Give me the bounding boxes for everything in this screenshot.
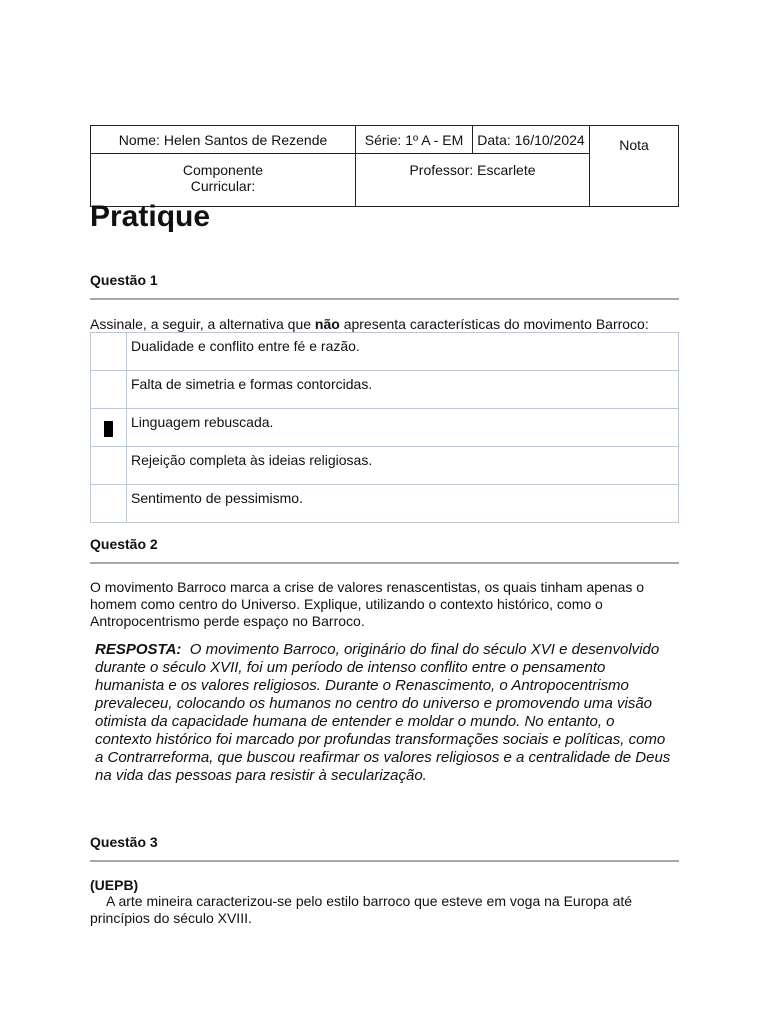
date: Data: 16/10/2024	[473, 126, 590, 154]
option-label: Rejeição completa às ideias religiosas.	[127, 447, 679, 485]
option-checkbox[interactable]	[91, 447, 127, 485]
question-3-heading: Questão 3	[90, 834, 158, 850]
option-checkbox[interactable]	[91, 409, 127, 447]
option-label: Dualidade e conflito entre fé e razão.	[127, 333, 679, 371]
question-1-options	[90, 332, 679, 523]
option-row[interactable]	[91, 447, 679, 485]
page-title: Pratique	[90, 200, 211, 233]
option-row[interactable]	[91, 409, 679, 447]
option-checkbox[interactable]	[91, 371, 127, 409]
option-label: Falta de simetria e formas contorcidas.	[127, 371, 679, 409]
header-table	[90, 125, 679, 207]
grade-class: Série: 1º A - EM	[356, 126, 473, 154]
question-1-divider	[90, 298, 679, 300]
question-2-divider	[90, 562, 679, 564]
option-label: Sentimento de pessimismo.	[127, 485, 679, 523]
question-2-answer[interactable]	[95, 641, 675, 785]
curricular-component: Componente Curricular:	[91, 154, 356, 207]
score-label: Nota	[619, 137, 649, 153]
teacher: Professor: Escarlete	[356, 154, 590, 207]
question-3-text: A arte mineira caracterizou-se pelo estilo barroco que esteve em voga na Europa até princípios do século XVIII.	[90, 893, 633, 926]
question-3-source: (UEPB)	[90, 877, 139, 893]
option-label: Linguagem rebuscada.	[127, 409, 679, 447]
question-3-divider	[90, 860, 679, 862]
question-2-prompt: O movimento Barroco marca a crise de valores renascentistas, os quais tinham apenas o homem como centro do Universo. Explique, utilizando o contexto histórico, como o Antropocentrismo perde espaço no Barroco.	[90, 579, 645, 629]
selected-mark-icon	[104, 421, 113, 437]
option-row[interactable]	[91, 371, 679, 409]
answer-text: O movimento Barroco, originário do final do século XVI e desenvolvido durante o século XVII, foi um período de intenso conflito entre o pensamento humanista e os valores religiosos. Durante o Renascimento, o Antropocentrismo prevaleceu, colocando os humanos no centro do universo e promovendo uma visão otimista da capacidade humana de entender e moldar o mundo. No entanto, o contexto histórico foi marcado por profundas transformações sociais e políticas, como a Contrarreforma, que buscou reafirmar os valores religiosos e a centralidade de Deus na vida das pessoas para resistir à secularização.	[95, 641, 671, 784]
answer-label: RESPOSTA:	[95, 641, 182, 658]
option-checkbox[interactable]	[91, 485, 127, 523]
student-name: Nome: Helen Santos de Rezende	[91, 126, 356, 154]
option-row[interactable]	[91, 485, 679, 523]
question-2-heading: Questão 2	[90, 536, 158, 552]
option-checkbox[interactable]	[91, 333, 127, 371]
question-1-heading: Questão 1	[90, 272, 158, 288]
question-1-prompt: Assinale, a seguir, a alternativa que não apresenta características do movimento Barroco:	[90, 316, 649, 332]
option-row[interactable]	[91, 333, 679, 371]
score-cell	[590, 126, 679, 207]
